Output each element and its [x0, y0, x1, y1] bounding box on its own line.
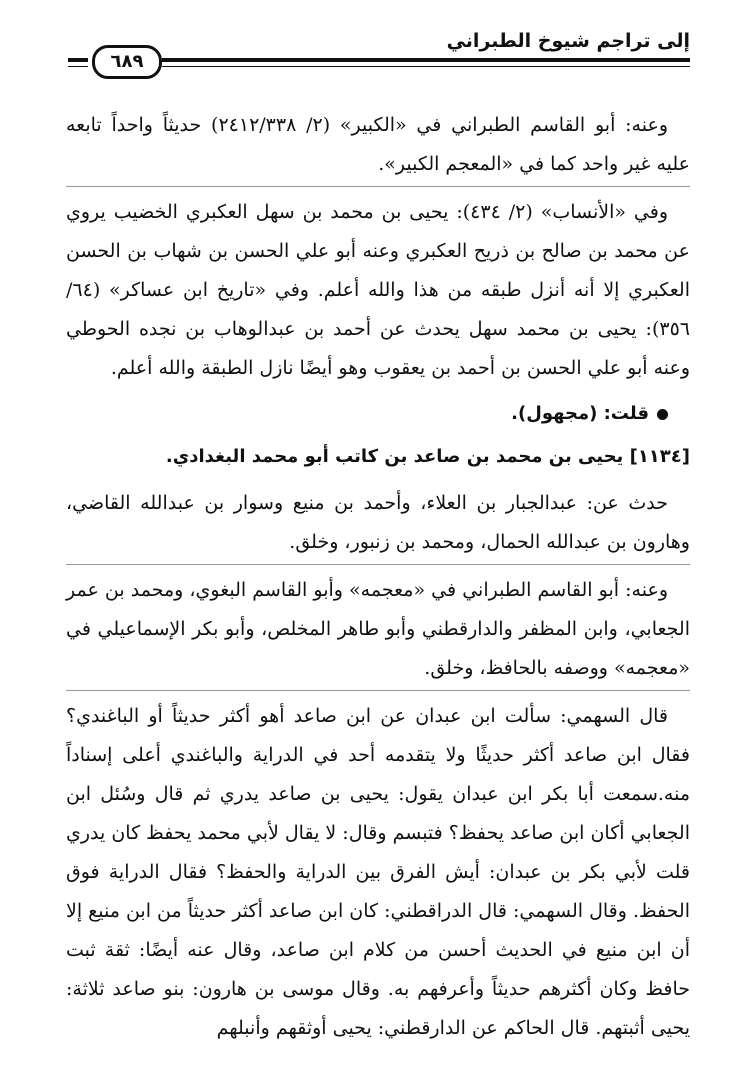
- note-line: [66, 394, 690, 433]
- page-number: ٦٨٩: [92, 45, 162, 79]
- header-rule-thick: [162, 58, 690, 62]
- paragraph-narrated-from: حدث عن: عبدالجبار بن العلاء، وأحمد بن منيع وسوار بن عبدالله القاضي، وهارون بن عبدالله الحمال، ومحمد بن زنبور، وخلق.: [66, 484, 690, 565]
- entry-heading: [١١٣٤] يحيى بن محمد بن صاعد بن كاتب أبو محمد البغدادي.: [165, 446, 690, 467]
- paragraph-narrators: وعنه: أبو القاسم الطبراني في «معجمه» وأبو القاسم البغوي، ومحمد بن عمر الجعابي، وابن المظفر والدارقطني وأبو طاهر المخلص، وأبو بكر الإسماعيلي في «معجمه» ووصفه بالحافظ، وخلق.: [66, 571, 690, 691]
- header-rule-left-thick: [68, 58, 88, 62]
- running-title: إلى تراجم شيوخ الطبراني: [446, 30, 690, 52]
- note-text: قلت: (مجهول).: [511, 403, 649, 424]
- header-rule-left-thin: [68, 66, 88, 67]
- header-rule-thin: [162, 66, 690, 67]
- page-body: [66, 106, 690, 1054]
- paragraph-narrators-from: وعنه: أبو القاسم الطبراني في «الكبير» (٢/ ٢٤١٢/٣٣٨) حديثاً واحداً تابعه عليه غير واحد كما في «المعجم الكبير».: [66, 106, 690, 187]
- bullet-icon: [657, 409, 668, 420]
- paragraph-ansab-reference: وفي «الأنساب» (٢/ ٤٣٤): يحيى بن محمد بن سهل العكبري الخضيب يروي عن محمد بن صالح بن ذريح العكبري وعنه أبو علي الحسن بن شهاب بن الحسن العكبري إلا أنه أنزل طبقه من هذا والله أعلم. وفي «تاريخ ابن عساكر» (٦٤/ ٣٥٦): يحيى بن محمد سهل يحدث عن أحمد بن عبدالوهاب بن نجده الحوطي وعنه أبو علي الحسن بن أحمد بن يعقوب وهو أيضًا نازل الطبقة والله أعلم.: [66, 201, 690, 379]
- page-header: [0, 0, 756, 80]
- paragraph-sahmi-quote: قال السهمي: سألت ابن عبدان عن ابن صاعد أهو أكثر حديثاً أو الباغندي؟ فقال ابن صاعد أكثر حديثًا ولا يتقدمه أحد في الدراية والباغندي أعلى إسناداً منه.سمعت أبا بكر ابن عبدان يقول: يحيى بن صاعد يدري ثم قال وسُئل ابن الجعابي أكان ابن صاعد يحفظ؟ فتبسم وقال: لا يقال لأبي محمد يحفظ كان يدري قلت لأبي بكر بن عبدان: أيش الفرق بين الدراية والحفظ؟ فقال الدراية فوق الحفظ. وقال السهمي: قال الدراقطني: كان ابن صاعد أكثر حديثاً من ابن منيع إلا أن ابن منيع في الحديث أحسن من كلام ابن صاعد، وقال عنه أيضًا: ثقة ثبت حافظ وكان أكثرهم حديثاً وأعرفهم به. وقال موسى بن هارون: بنو صاعد ثلاثة: يحيى أثبتهم. قال الحاكم عن الدارقطني: يحيى أوثقهم وأنبلهم: [66, 705, 690, 1039]
